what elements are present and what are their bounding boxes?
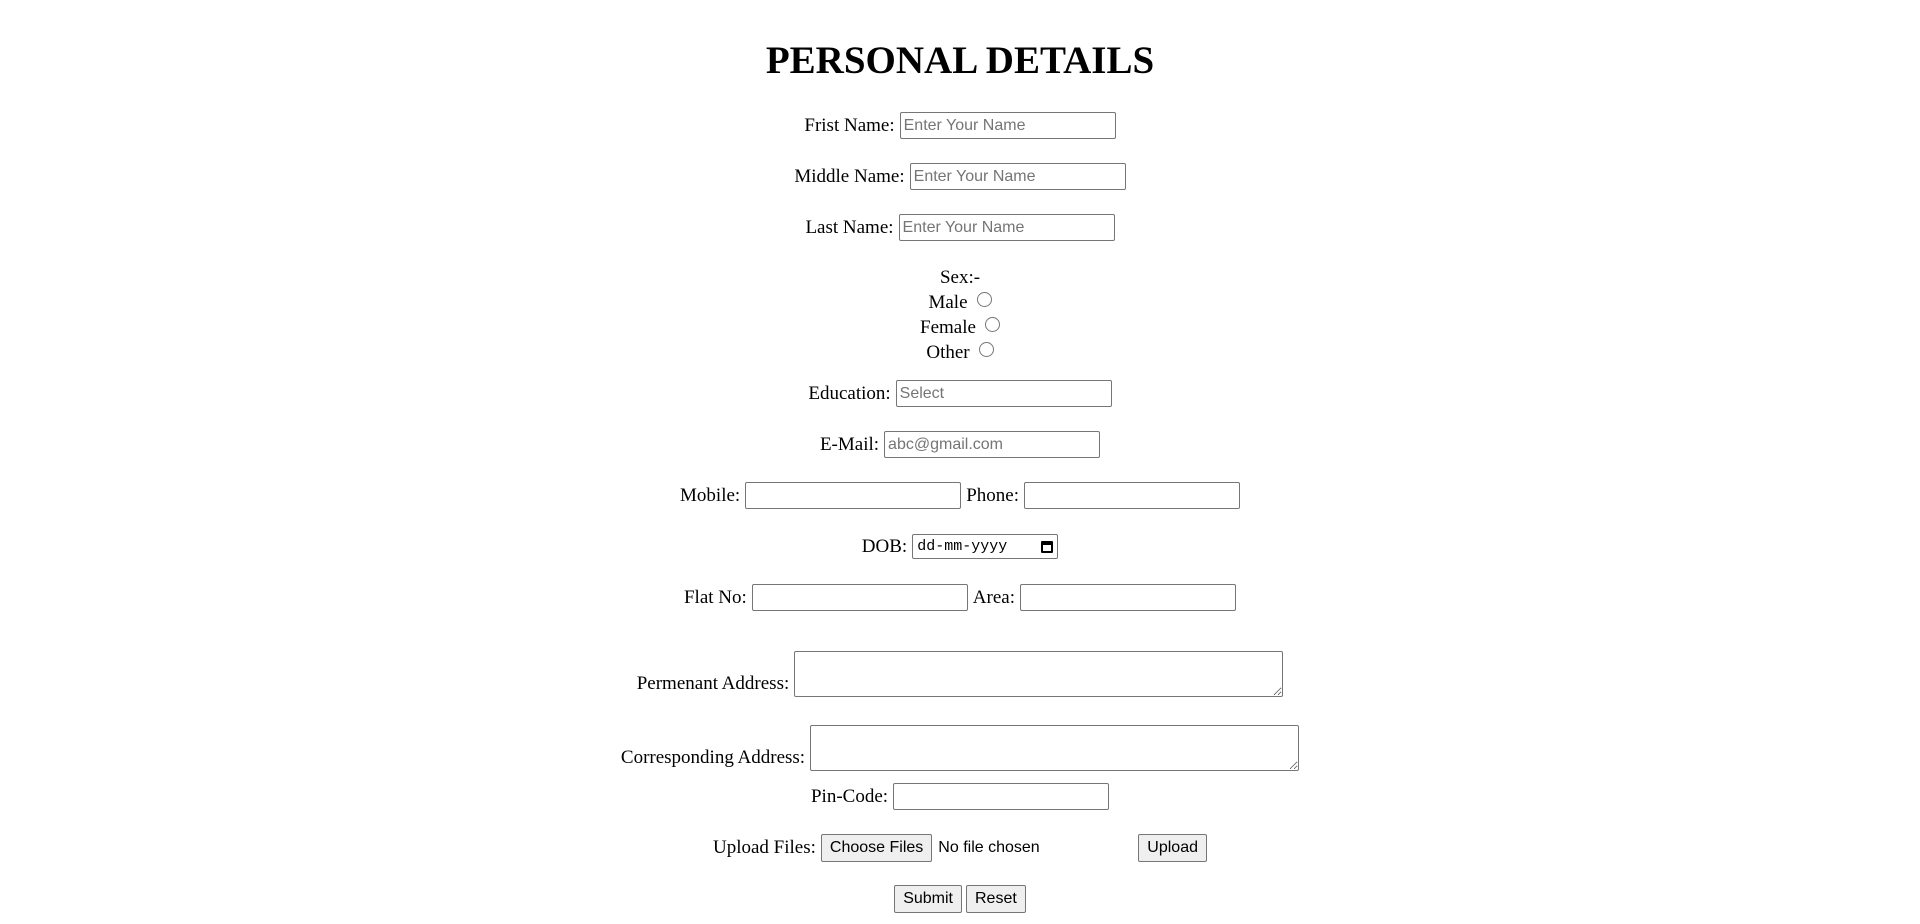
reset-button[interactable]: Reset <box>966 885 1026 913</box>
middle-name-input[interactable] <box>910 163 1126 190</box>
email-row <box>0 419 1920 470</box>
email-label: E-Mail: <box>819 433 880 455</box>
dob-input[interactable] <box>912 534 1058 559</box>
male-label: Male <box>928 292 968 313</box>
pin-code-row <box>0 771 1920 822</box>
sex-option-male <box>928 290 991 315</box>
mobile-label: Mobile: <box>680 484 741 506</box>
last-name-row <box>0 202 1920 253</box>
corresponding-address-label: Corresponding Address: <box>620 747 806 768</box>
address-row <box>0 572 1920 623</box>
dob-placeholder: dd-mm-yyyy <box>917 538 1008 555</box>
permanent-address-label: Permenant Address: <box>636 673 790 694</box>
calendar-icon[interactable] <box>1041 541 1053 553</box>
sex-group <box>0 265 1920 365</box>
permanent-address-textarea[interactable] <box>794 651 1283 697</box>
first-name-input[interactable] <box>900 112 1116 139</box>
education-input[interactable] <box>896 380 1112 407</box>
last-name-label: Last Name: <box>805 216 894 238</box>
education-row <box>0 368 1920 419</box>
email-input[interactable] <box>884 431 1100 458</box>
female-radio[interactable] <box>985 317 1000 332</box>
flat-no-input[interactable] <box>752 584 968 611</box>
other-label: Other <box>926 342 970 363</box>
mobile-input[interactable] <box>745 482 961 509</box>
dob-label: DOB: <box>861 535 908 557</box>
submit-button[interactable]: Submit <box>894 885 962 913</box>
area-label: Area: <box>972 586 1015 608</box>
pin-code-label: Pin-Code: <box>810 785 889 807</box>
contact-row <box>0 470 1920 521</box>
first-name-row <box>0 100 1920 151</box>
middle-name-row <box>0 151 1920 202</box>
sex-option-other <box>926 340 993 365</box>
flat-no-label: Flat No: <box>683 586 747 608</box>
upload-row <box>0 822 1920 873</box>
other-radio[interactable] <box>979 342 994 357</box>
female-label: Female <box>920 317 976 338</box>
corresponding-address-textarea[interactable] <box>810 725 1299 771</box>
last-name-input[interactable] <box>899 214 1115 241</box>
choose-files-button[interactable]: Choose Files <box>821 834 932 862</box>
sex-label: Sex:- <box>939 267 981 288</box>
pin-code-input[interactable] <box>893 783 1109 810</box>
upload-label: Upload Files: <box>713 836 816 858</box>
first-name-label: Frist Name: <box>804 114 895 136</box>
permanent-address-row <box>0 623 1920 697</box>
file-status: No file chosen <box>938 838 1040 856</box>
sex-option-female <box>920 315 1000 340</box>
area-input[interactable] <box>1020 584 1236 611</box>
middle-name-label: Middle Name: <box>794 165 905 187</box>
corresponding-address-row <box>0 697 1920 771</box>
actions-row <box>0 873 1920 924</box>
phone-label: Phone: <box>966 484 1019 506</box>
page-title: PERSONAL DETAILS <box>765 39 1155 82</box>
male-radio[interactable] <box>977 292 992 307</box>
phone-input[interactable] <box>1024 482 1240 509</box>
upload-button[interactable]: Upload <box>1138 834 1207 862</box>
dob-row <box>0 521 1920 572</box>
education-label: Education: <box>808 382 891 404</box>
